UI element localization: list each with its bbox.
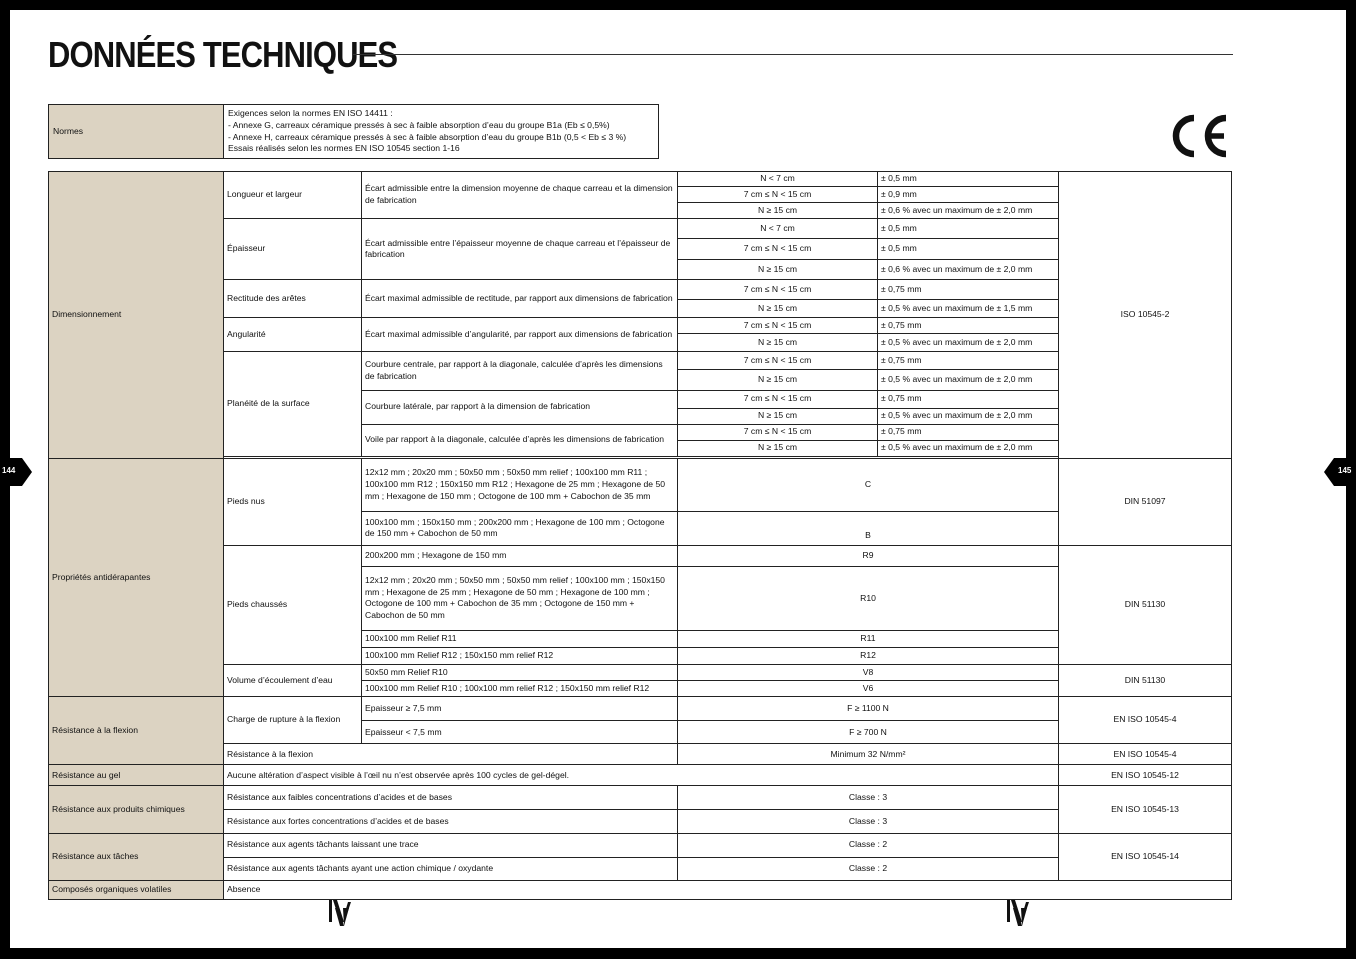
size-range: 7 cm ≤ N < 15 cm: [678, 187, 878, 203]
test-description: Courbure latérale, par rapport à la dimension de fabrication: [362, 390, 678, 424]
test-result: F ≥ 1100 N: [678, 697, 1059, 721]
slip-class: V6: [678, 681, 1059, 697]
norm-en-iso-10545-13: EN ISO 10545-13: [1059, 786, 1232, 833]
table-row: [49, 280, 1232, 300]
test-description: Écart admissible entre la dimension moyenne de chaque carreau et la dimension de fabrication: [362, 172, 678, 219]
tolerance-value: ± 0,5 mm: [878, 239, 1059, 260]
size-range: N ≥ 15 cm: [678, 334, 878, 352]
size-range: N ≥ 15 cm: [678, 260, 878, 280]
title-rule: [353, 54, 1233, 55]
subcategory-planeite: Planéité de la surface: [224, 352, 362, 456]
subcategory-epaisseur: Épaisseur: [224, 219, 362, 280]
test-result: Absence: [224, 880, 1232, 899]
test-description: Écart maximal admissible d’angularité, par rapport aux dimensions de fabrication: [362, 318, 678, 352]
category-cov: Composés organiques volatiles: [49, 880, 224, 899]
slip-class: C: [678, 458, 1059, 511]
norm-din-51130: DIN 51130: [1059, 545, 1232, 664]
test-result: Minimum 32 N/mm²: [678, 744, 1059, 765]
subcategory-angularite: Angularité: [224, 318, 362, 352]
size-range: 7 cm ≤ N < 15 cm: [678, 424, 878, 440]
table-row: [49, 172, 1232, 187]
norm-iso-10545-2: ISO 10545-2: [1059, 172, 1232, 459]
table-row: [49, 833, 1232, 857]
table-row: [49, 857, 1232, 880]
norm-en-iso-10545-4: EN ISO 10545-4: [1059, 744, 1232, 765]
size-range: N ≥ 15 cm: [678, 203, 878, 219]
normes-line: - Annexe G, carreaux céramique pressés à sec à faible absorption d’eau du groupe B1a (Eb ≤ 0,5%): [228, 119, 610, 130]
test-result: F ≥ 700 N: [678, 721, 1059, 744]
table-row: [49, 744, 1232, 765]
technical-data-table: [48, 171, 1232, 900]
tolerance-value: ± 0,5 mm: [878, 219, 1059, 239]
normes-line: Exigences selon la normes EN ISO 14411 :: [228, 108, 393, 119]
table-row: [49, 765, 1232, 786]
table-row: [49, 786, 1232, 810]
tolerance-value: ± 0,75 mm: [878, 390, 1059, 408]
test-description: Résistance aux agents tâchants ayant une action chimique / oxydante: [224, 857, 678, 880]
norm-din-51130: DIN 51130: [1059, 665, 1232, 697]
slip-class: B: [678, 511, 1059, 545]
format-list: 12x12 mm ; 20x20 mm ; 50x50 mm ; 50x50 mm relief ; 100x100 mm R11 ; 100x100 mm R12 ; 150x150 mm R12 ; Hexagone de 25 mm ; Hexagone de 50 mm ; Hexagone de 150 mm ; Octogone de 100 mm + Cabochon de 35 mm: [362, 458, 678, 511]
page-title: DONNÉES TECHNIQUES: [48, 34, 398, 75]
tolerance-value: ± 0,5 % avec un maximum de ± 2,0 mm: [878, 408, 1059, 424]
test-description: Aucune altération d’aspect visible à l’œil nu n’est observée après 100 cycles de gel-dégel.: [224, 765, 1059, 786]
page-number-left: 144: [2, 466, 16, 475]
slip-class: V8: [678, 665, 1059, 681]
tolerance-value: ± 0,5 % avec un maximum de ± 1,5 mm: [878, 300, 1059, 318]
norm-en-iso-10545-14: EN ISO 10545-14: [1059, 833, 1232, 880]
format-list: 100x100 mm Relief R11: [362, 631, 678, 648]
size-range: N ≥ 15 cm: [678, 440, 878, 456]
subcategory-pieds-nus: Pieds nus: [224, 458, 362, 545]
test-description: Résistance aux agents tâchants laissant une trace: [224, 833, 678, 857]
table-row: [49, 880, 1232, 899]
size-range: N ≥ 15 cm: [678, 370, 878, 390]
catalog-spread: [10, 10, 1346, 948]
test-description: Écart maximal admissible de rectitude, par rapport aux dimensions de fabrication: [362, 280, 678, 318]
category-taches: Résistance aux tâches: [49, 833, 224, 880]
table-row: [49, 665, 1232, 681]
norm-en-iso-10545-12: EN ISO 10545-12: [1059, 765, 1232, 786]
tolerance-value: ± 0,5 % avec un maximum de ± 2,0 mm: [878, 440, 1059, 456]
norm-din-51097: DIN 51097: [1059, 458, 1232, 545]
tolerance-value: ± 0,5 mm: [878, 172, 1059, 187]
test-result: Classe : 3: [678, 810, 1059, 833]
tolerance-value: ± 0,9 mm: [878, 187, 1059, 203]
ce-mark-icon: [1168, 112, 1230, 160]
test-result: Classe : 2: [678, 833, 1059, 857]
page-number-right: 145: [1338, 466, 1352, 475]
table-row: [49, 352, 1232, 370]
table-row: [49, 697, 1232, 721]
size-range: N ≥ 15 cm: [678, 408, 878, 424]
format-list: 200x200 mm ; Hexagone de 150 mm: [362, 545, 678, 566]
tolerance-value: ± 0,75 mm: [878, 424, 1059, 440]
size-range: N ≥ 15 cm: [678, 300, 878, 318]
subcategory-volume-ecoulement: Volume d’écoulement d’eau: [224, 665, 362, 697]
size-range: N < 7 cm: [678, 172, 878, 187]
table-row: [49, 318, 1232, 334]
test-description: Courbure centrale, par rapport à la diagonale, calculée d’après les dimensions de fabrication: [362, 352, 678, 390]
test-description: Epaisseur < 7,5 mm: [362, 721, 678, 744]
category-chimiques: Résistance aux produits chimiques: [49, 786, 224, 833]
size-range: 7 cm ≤ N < 15 cm: [678, 239, 878, 260]
size-range: 7 cm ≤ N < 15 cm: [678, 280, 878, 300]
size-range: 7 cm ≤ N < 15 cm: [678, 318, 878, 334]
tolerance-value: ± 0,6 % avec un maximum de ± 2,0 mm: [878, 203, 1059, 219]
category-flexion: Résistance à la flexion: [49, 697, 224, 765]
test-description: Epaisseur ≥ 7,5 mm: [362, 697, 678, 721]
format-list: 12x12 mm ; 20x20 mm ; 50x50 mm ; 50x50 mm relief ; 100x100 mm ; 150x150 mm ; Hexagone de 25 mm ; Hexagone de 50 mm ; Hexagone de 100 mm ; Octogone de 100 mm + Cabochon de 35 mm ; Octogone de 150 mm + Cabochon de 50 mm: [362, 566, 678, 630]
size-range: N < 7 cm: [678, 219, 878, 239]
format-list: 100x100 mm Relief R10 ; 100x100 mm relief R12 ; 150x150 mm relief R12: [362, 681, 678, 697]
test-result: Classe : 3: [678, 786, 1059, 810]
brand-logo-icon: [1005, 898, 1031, 928]
subcategory-longueur: Longueur et largeur: [224, 172, 362, 219]
table-row: [49, 219, 1232, 239]
tolerance-value: ± 0,75 mm: [878, 280, 1059, 300]
format-list: 50x50 mm Relief R10: [362, 665, 678, 681]
norm-en-iso-10545-4: EN ISO 10545-4: [1059, 697, 1232, 744]
normes-line: Essais réalisés selon les normes EN ISO 10545 section 1-16: [228, 143, 460, 154]
tolerance-value: ± 0,5 % avec un maximum de ± 2,0 mm: [878, 334, 1059, 352]
size-range: 7 cm ≤ N < 15 cm: [678, 390, 878, 408]
slip-class: R11: [678, 631, 1059, 648]
slip-class: R10: [678, 566, 1059, 630]
tolerance-value: ± 0,75 mm: [878, 318, 1059, 334]
format-list: 100x100 mm ; 150x150 mm ; 200x200 mm ; Hexagone de 100 mm ; Octogone de 150 mm + Cabochon de 50 mm: [362, 511, 678, 545]
subcategory-charge-rupture: Charge de rupture à la flexion: [224, 697, 362, 744]
subcategory-pieds-chausses: Pieds chaussés: [224, 545, 362, 664]
test-description: Résistance aux fortes concentrations d’acides et de bases: [224, 810, 678, 833]
subcategory-resistance-flexion: Résistance à la flexion: [224, 744, 678, 765]
normes-table: [48, 104, 659, 159]
normes-label: Normes: [49, 105, 224, 159]
table-row: [49, 545, 1232, 566]
category-dimensionnement: Dimensionnement: [49, 172, 224, 459]
page-tab-right: [1324, 458, 1356, 486]
slip-class: R9: [678, 545, 1059, 566]
test-description: Voile par rapport à la diagonale, calculée d’après les dimensions de fabrication: [362, 424, 678, 456]
test-description: Écart admissible entre l’épaisseur moyenne de chaque carreau et l’épaisseur de fabrication: [362, 219, 678, 280]
category-antiderapantes: Propriétés antidérapantes: [49, 458, 224, 697]
test-result: Classe : 2: [678, 857, 1059, 880]
normes-text: [224, 105, 659, 159]
tolerance-value: ± 0,5 % avec un maximum de ± 2,0 mm: [878, 370, 1059, 390]
tolerance-value: ± 0,75 mm: [878, 352, 1059, 370]
table-row: [49, 458, 1232, 511]
subcategory-rectitude: Rectitude des arêtes: [224, 280, 362, 318]
category-gel: Résistance au gel: [49, 765, 224, 786]
format-list: 100x100 mm Relief R12 ; 150x150 mm relief R12: [362, 648, 678, 665]
slip-class: R12: [678, 648, 1059, 665]
normes-line: - Annexe H, carreaux céramique pressés à sec à faible absorption d’eau du groupe B1b (0,5 < Eb ≤ 3 %): [228, 131, 627, 142]
brand-logo-icon: [327, 898, 353, 928]
test-description: Résistance aux faibles concentrations d’acides et de bases: [224, 786, 678, 810]
tolerance-value: ± 0,6 % avec un maximum de ± 2,0 mm: [878, 260, 1059, 280]
size-range: 7 cm ≤ N < 15 cm: [678, 352, 878, 370]
table-row: [49, 810, 1232, 833]
page-tab-left: [0, 458, 24, 486]
